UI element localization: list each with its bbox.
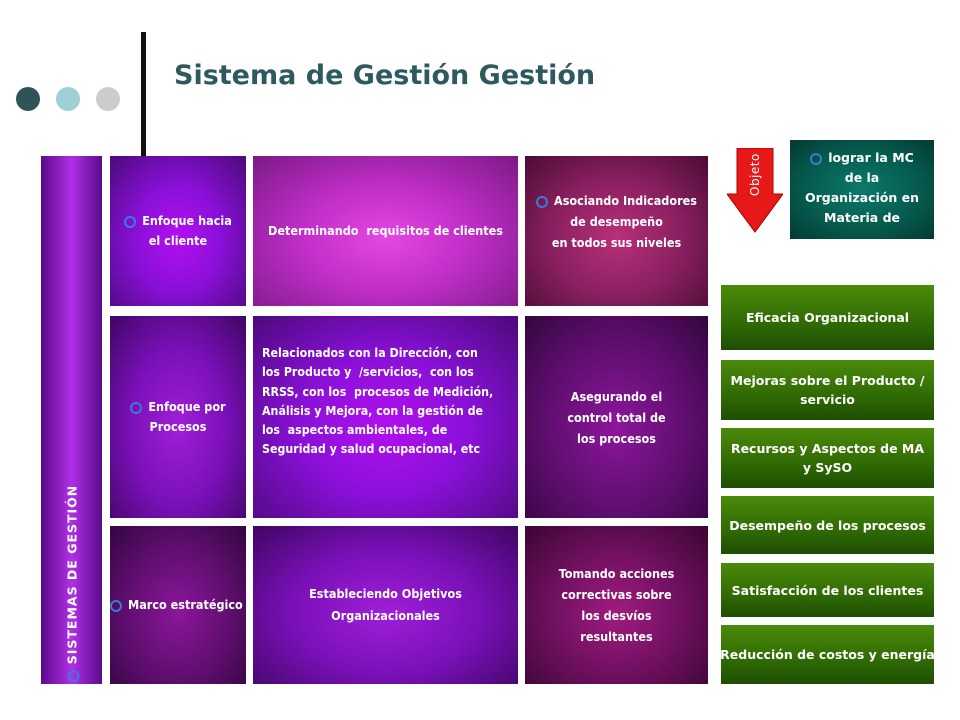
decor-dot-dark bbox=[16, 87, 40, 111]
decor-dot-light bbox=[56, 87, 80, 111]
right-cell-indicators: Asociando Indicadores de desempeño en todos sus niveles bbox=[525, 156, 708, 306]
outcome-performance: Desempeño de los procesos bbox=[721, 496, 934, 554]
right-cell-control: Asegurando el control total de los procesos bbox=[525, 316, 708, 518]
outcome-efficacy: Eficacia Organizacional bbox=[721, 285, 934, 350]
bullet-icon bbox=[536, 196, 548, 208]
outcome-satisfaction: Satisfacción de los clientes bbox=[721, 563, 934, 617]
outcome-resources: Recursos y Aspectos de MA y SySO bbox=[721, 428, 934, 488]
bullet-icon bbox=[124, 216, 136, 228]
right-cell-corrective: Tomando acciones correctivas sobre los desvíos resultantes bbox=[525, 526, 708, 684]
row-label-client: Enfoque hacia el cliente bbox=[110, 156, 246, 306]
title-divider bbox=[141, 32, 146, 156]
row-label-processes: Enfoque por Procesos bbox=[110, 316, 246, 518]
sidebar-systems bbox=[41, 156, 102, 684]
decor-dot-gray bbox=[96, 87, 120, 111]
sidebar-label: SISTEMAS DE GESTIÓN bbox=[64, 485, 79, 683]
bullet-icon bbox=[130, 402, 142, 414]
bullet-icon bbox=[110, 600, 122, 612]
outcome-product: Mejoras sobre el Producto / servicio bbox=[721, 360, 934, 420]
row-label-strategic: Marco estratégico bbox=[110, 526, 246, 684]
mid-cell-relations: Relacionados con la Dirección, con los Producto y /servicios, con los RRSS, con los procesos de Medición, Análisis y Mejora, con la gestión de los aspectos ambientales, de Seguridad y salud ocupacional, etc bbox=[253, 316, 518, 518]
outcome-cost-reduction: Reducción de costos y energía bbox=[721, 625, 934, 684]
objective-box: lograr la MC de la Organización en Materia de bbox=[790, 140, 934, 239]
page-title: Sistema de Gestión Gestión bbox=[174, 60, 596, 91]
arrow-label: Objeto bbox=[748, 153, 762, 196]
bullet-icon bbox=[67, 670, 79, 682]
mid-cell-objectives: Estableciendo Objetivos Organizacionales bbox=[253, 526, 518, 684]
mid-cell-requirements: Determinando requisitos de clientes bbox=[253, 156, 518, 306]
bullet-icon bbox=[810, 153, 822, 165]
